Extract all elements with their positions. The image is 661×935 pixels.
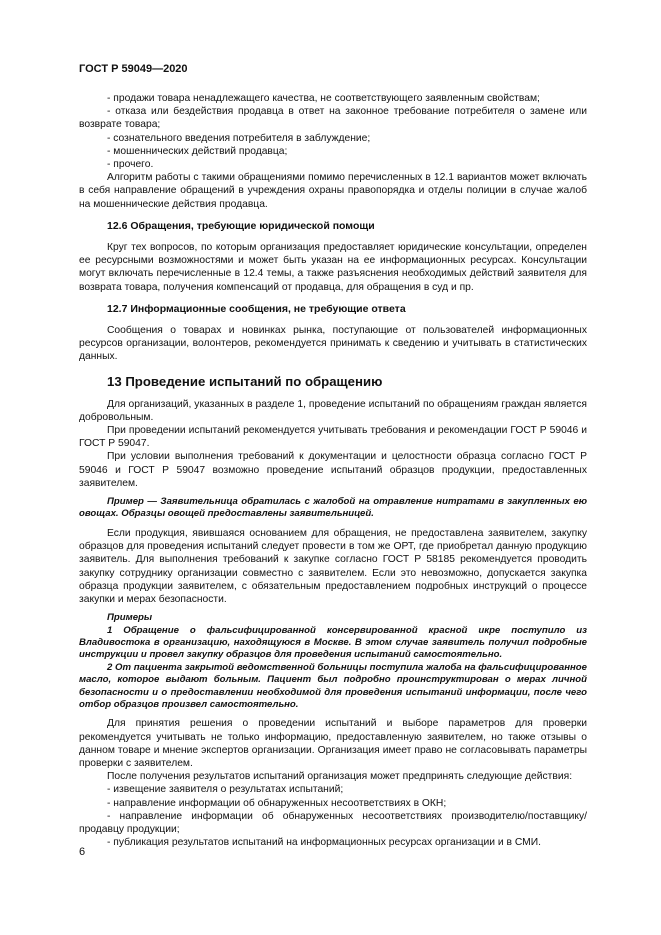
section-heading-12-6: 12.6 Обращения, требующие юридической помощи <box>107 219 375 232</box>
page-number: 6 <box>79 846 86 858</box>
paragraph: Для принятия решения о проведении испытаний и выборе параметров для проверки рекомендуется учитывать не только информацию, предоставленную заявителем, но также отзывы о данном товаре и мнение экспертов организации. Организация имеет право не согласовывать параметры проверки с заявителем. <box>79 718 587 769</box>
paragraph: При условии выполнения требований к документации и целостности образца согласно ГОСТ Р 59046 и ГОСТ Р 59047 возможно проведение испытаний образцов продукции, предоставленных заявителем. <box>79 451 587 489</box>
list-item: - направление информации об обнаруженных несоответствиях производителю/поставщику/продавцу продукции; <box>79 810 587 835</box>
section-heading-13: 13 Проведение испытаний по обращению <box>107 373 383 389</box>
list-item: - прочего. <box>107 159 154 171</box>
paragraph: Алгоритм работы с такими обращениями помимо перечисленных в 12.1 вариантов может включать в себя направление обращений в учреждения охраны правопорядка и отделы полиции в случае жалоб на мошеннические действия продавца. <box>79 172 587 210</box>
list-item: - публикация результатов испытаний на информационных ресурсах организации и в СМИ. <box>107 837 542 849</box>
list-item: - продажи товара ненадлежащего качества, не соответствующего заявленным свойствам; <box>107 93 540 104</box>
paragraph: Сообщения о товарах и новинках рынка, поступающие от пользователей информационных ресурсов организации, волонтеров, рекомендуется принимать к сведению и учитывать в статистических данных. <box>79 325 587 363</box>
paragraph: При проведении испытаний рекомендуется учитывать требования и рекомендации ГОСТ Р 59046 и ГОСТ Р 59047. <box>79 425 587 450</box>
list-item: - извещение заявителя о результатах испытаний; <box>107 784 344 796</box>
section-heading-12-7: 12.7 Информационные сообщения, не требующие ответа <box>107 302 406 315</box>
document-body <box>79 92 587 849</box>
example-note: 2 От пациента закрытой ведомственной больницы поступила жалоба на фальсифицированное масло, которое выдают больным. Пациент был подробно проинструктирован о мерах личной безопасности и о предоставлении необходимой для проведения испытаний информации, после чего отбор образцов произвел самостоятельно. <box>79 661 587 710</box>
example-note: 1 Обращение о фальсифицированной консервированной красной икре поступило из Владивостока в организацию, находящуюся в Москве. В этом случае заявитель получил подробные инструкции и провел закупку образцов для проведения испытаний самостоятельно. <box>79 624 587 661</box>
list-item: - сознательного введения потребителя в заблуждение; <box>107 132 371 144</box>
list-item: - направление информации об обнаруженных несоответствиях в ОКН; <box>107 797 447 809</box>
list-item: - отказа или бездействия продавца в ответ на законное требование потребителя о замене или возврате товара; <box>79 106 587 131</box>
paragraph: Круг тех вопросов, по которым организация предоставляет юридические консультации, определен ее ресурсными возможностями и может быть указан на ее информационных ресурсах. Консультации могут включать перечисленные в 12.4 темы, а также разъяснения необходимых действий заявителя для возврата товара, получения компенсаций от продавца, для обращения в суд и пр. <box>79 242 587 293</box>
list-item: - мошеннических действий продавца; <box>107 145 288 157</box>
paragraph: Если продукция, явившаяся основанием для обращения, не предоставлена заявителем, закупку образцов для проведения испытаний следует провести в том же ОРТ, где приобретал данную продукцию заявитель. Для выполнения требований к закупке согласно ГОСТ Р 58185 рекомендуется проводить закупку сотруднику организации совместно с заявителем. Если это невозможно, допускается закупка образца продукции заявителем, с обязательным предоставлением подробных инструкций о процессе закупки и мерах безопасности. <box>79 527 587 605</box>
paragraph: После получения результатов испытаний организация может предпринять следующие действия: <box>107 771 573 783</box>
document-header: ГОСТ Р 59049—2020 <box>79 63 188 75</box>
examples-title: Примеры <box>107 612 153 624</box>
paragraph: Для организаций, указанных в разделе 1, проведение испытаний по обращениям граждан является добровольным. <box>79 398 587 423</box>
example-note: Пример — Заявительница обратилась с жалобой на отравление нитратами в закупленных ею овощах. Образцы овощей предоставлены заявительницей. <box>79 496 587 520</box>
